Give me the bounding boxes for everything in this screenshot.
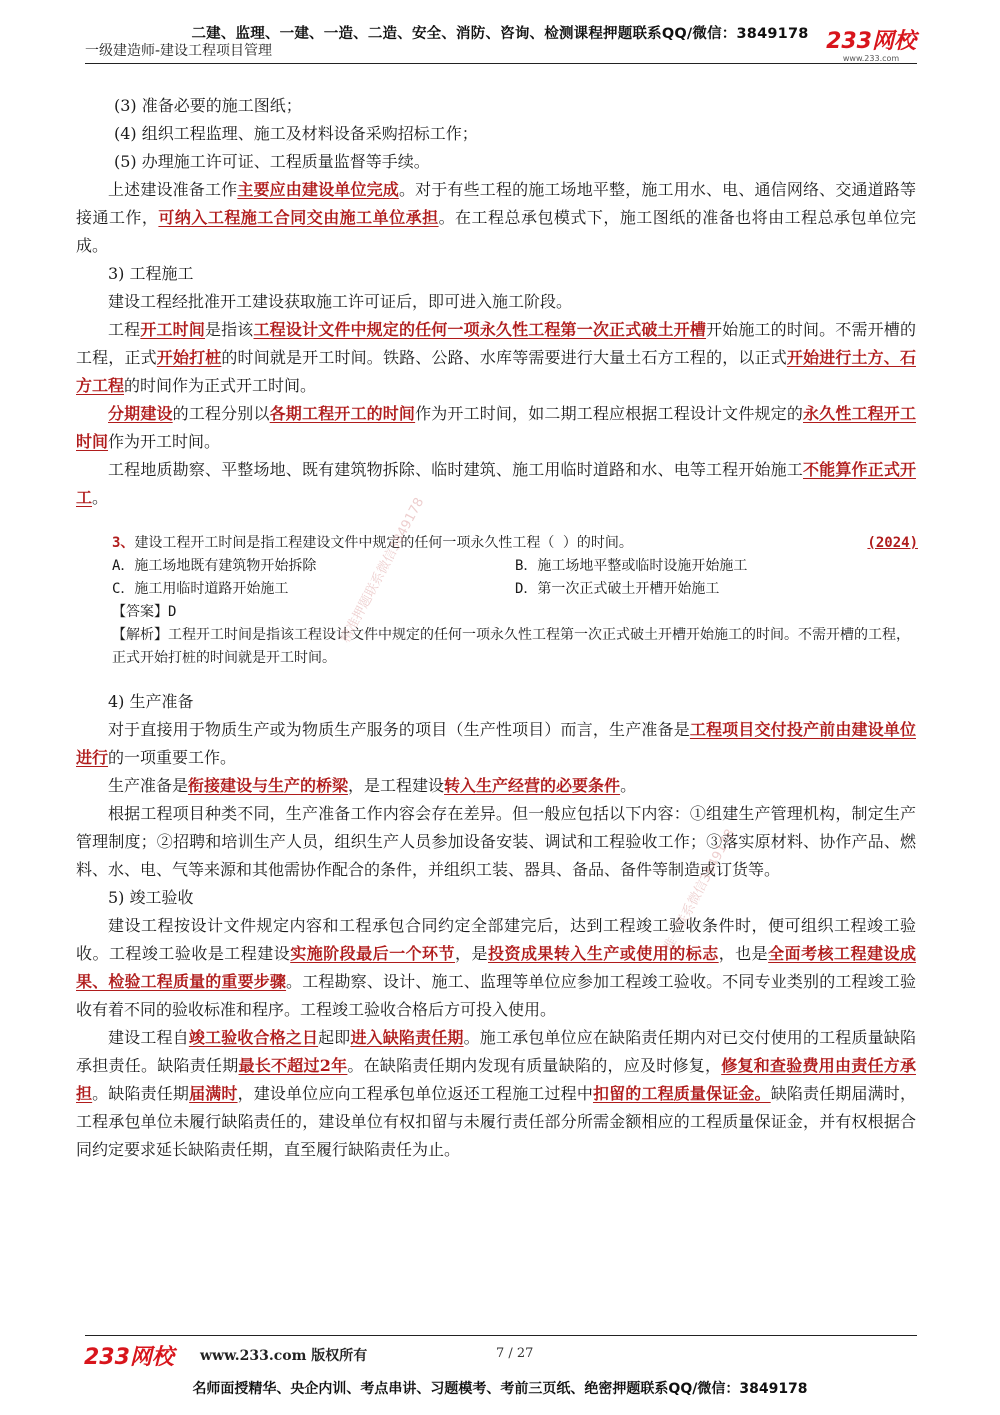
option-d: D．第一次正式破土开槽开始施工	[515, 581, 720, 597]
footer-copyright: www.233.com 版权所有	[200, 1348, 368, 1364]
answer: 【答案】D	[112, 604, 177, 620]
header-rule	[85, 63, 917, 64]
exam-question	[112, 532, 918, 670]
watermark: 精准押题联系微信3849178	[338, 495, 428, 646]
paragraph: 对于直接用于物质生产或为物质生产服务的项目（生产性项目）而言，生产准备是工程项目交付投产前由建设单位进行的一项重要工作。	[76, 720, 916, 767]
logo-mark: 233网校	[826, 29, 916, 54]
question-number: 3、	[112, 535, 135, 551]
list-item: (4) 组织工程监理、施工及材料设备采购招标工作；	[114, 124, 478, 143]
paragraph: 生产准备是衔接建设与生产的桥梁，是工程建设转入生产经营的必要条件。	[108, 776, 637, 795]
bottom-banner: 名师面授精华、央企内训、考点串讲、习题模考、考前三页纸、绝密押题联系QQ/微信：3849178	[192, 1381, 808, 1397]
top-banner: 二建、监理、一建、一造、二造、安全、消防、咨询、检测课程押题联系QQ/微信：3849178	[191, 26, 809, 42]
paragraph: 分期建设的工程分别以各期工程开工的时间作为开工时间，如二期工程应根据工程设计文件规定的永久性工程开工时间作为开工时间。	[76, 404, 916, 451]
paragraph: 建设工程经批准开工建设获取施工许可证后，即可进入施工阶段。	[108, 292, 573, 311]
paragraph: 根据工程项目种类不同，生产准备工作内容会存在差异。但一般应包括以下内容：①组建生产管理机构，制定生产管理制度；②招聘和培训生产人员，组织生产人员参加设备安装、调试和工程验收工作；③落实原材料、协作产品、燃料、水、电、气等来源和其他需协作配合的条件，并组织工装、器具、备品、备件等制造或订货等。	[76, 804, 916, 879]
list-item: (3) 准备必要的施工图纸；	[114, 96, 302, 115]
section-production	[76, 688, 916, 1164]
options-row	[112, 555, 918, 578]
section-heading: 4) 生产准备	[108, 692, 194, 711]
option-c: C．施工用临时道路开始施工	[112, 581, 289, 597]
paragraph: 上述建设准备工作主要应由建设单位完成。对于有些工程的施工场地平整，施工用水、电、通信网络、交通道路等接通工作，可纳入工程施工合同交由施工单位承担。在工程总承包模式下，施工图纸的准备也将由工程总承包单位完成。	[76, 180, 916, 255]
explanation: 【解析】工程开工时间是指该工程设计文件中规定的任何一项永久性工程第一次正式破土开槽开始施工的时间。不需开槽的工程，正式开始打桩的时间就是开工时间。	[112, 627, 910, 666]
paragraph: 工程开工时间是指该工程设计文件中规定的任何一项永久性工程第一次正式破土开槽开始施工的时间。不需开槽的工程，正式开始打桩的时间就是开工时间。铁路、公路、水库等需要进行大量土石方工程的，以正式开始进行土方、石方工程的时间作为正式开工时间。	[76, 320, 916, 395]
logo-url: www.233.com	[842, 54, 900, 63]
option-b: B．施工场地平整或临时设施开始施工	[515, 558, 748, 574]
option-a: A．施工场地既有建筑物开始拆除	[112, 558, 317, 574]
header-subtitle: 一级建造师-建设工程项目管理	[85, 43, 273, 59]
options-row	[112, 578, 918, 601]
footer-rule	[85, 1335, 917, 1336]
watermark: 唯一联系微信3849178	[661, 826, 739, 954]
section-construction	[76, 92, 916, 512]
brand-logo	[826, 30, 916, 63]
footer-logo: 233网校	[84, 1345, 174, 1370]
paragraph: 建设工程自竣工验收合格之日起即进入缺陷责任期。施工承包单位应在缺陷责任期内对已交付使用的工程质量缺陷承担责任。缺陷责任期最长不超过2年。在缺陷责任期内发现有质量缺陷的，应及时修复，修复和查验费用由责任方承担。缺陷责任期届满时，建设单位应向工程承包单位返还工程施工过程中扣留的工程质量保证金。缺陷责任期届满时，工程承包单位未履行缺陷责任的，建设单位有权扣留与未履行责任部分所需金额相应的工程质量保证金，并有权根据合同约定要求延长缺陷责任期，直至履行缺陷责任为止。	[76, 1028, 916, 1159]
section-heading: 3) 工程施工	[108, 264, 194, 283]
paragraph: 建设工程按设计文件规定内容和工程承包合同约定全部建完后，达到工程竣工验收条件时，便可组织工程竣工验收。工程竣工验收是工程建设实施阶段最后一个环节，是投资成果转入生产或使用的标志，也是全面考核工程建设成果、检验工程质量的重要步骤。工程勘察、设计、施工、监理等单位应参加工程竣工验收。不同专业类别的工程竣工验收有着不同的验收标准和程序。工程竣工验收合格后方可投入使用。	[76, 916, 916, 1019]
question-stem: 3、建设工程开工时间是指工程建设文件中规定的任何一项永久性工程（ ）的时间。 (2024)	[112, 532, 918, 555]
section-heading: 5) 竣工验收	[108, 888, 194, 907]
paragraph: 工程地质勘察、平整场地、既有建筑物拆除、临时建筑、施工用临时道路和水、电等工程开始施工不能算作正式开工。	[76, 460, 916, 507]
page-number: 7 / 27	[496, 1346, 534, 1361]
question-year: (2024)	[867, 535, 918, 551]
list-item: (5) 办理施工许可证、工程质量监督等手续。	[114, 152, 430, 171]
